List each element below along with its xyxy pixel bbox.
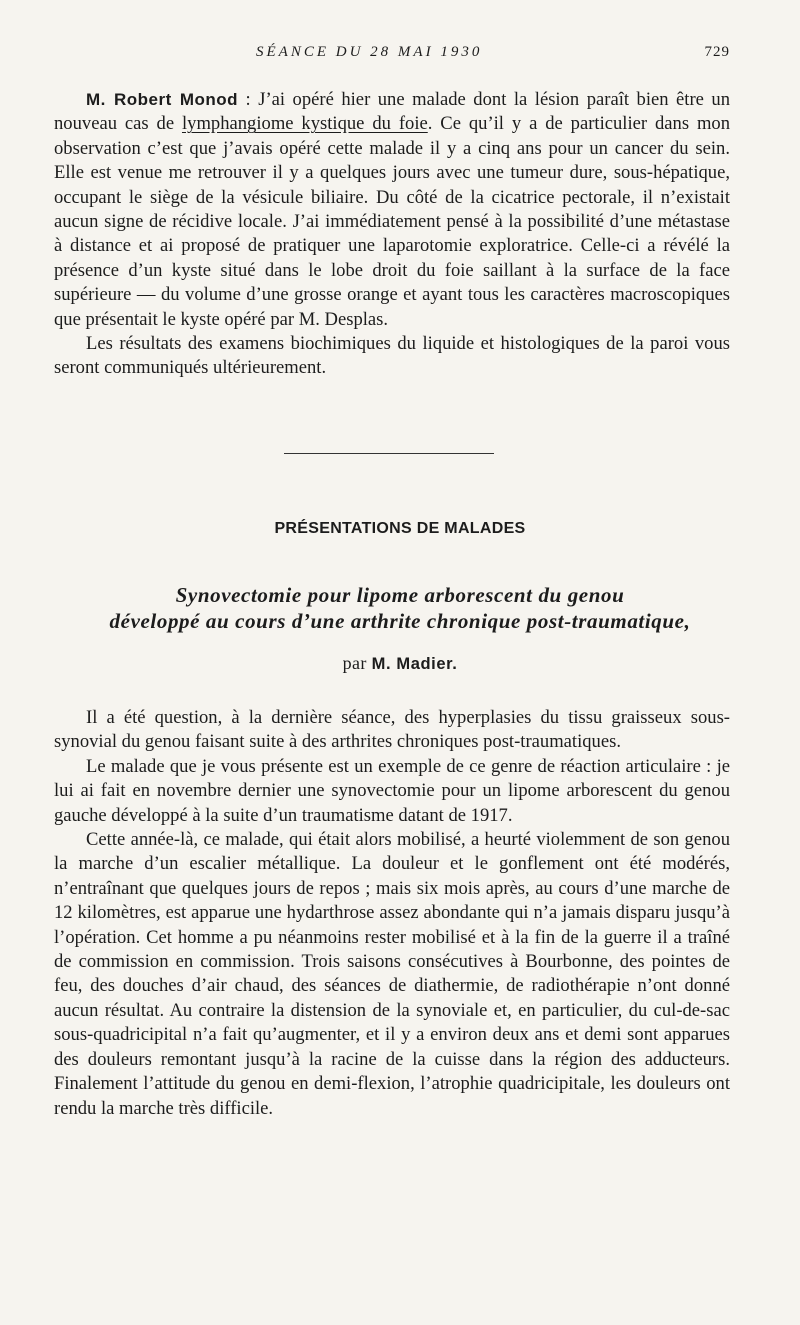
monod-paragraph-2: Les résultats des examens biochimiques du liquide et histologiques de la paroi vous seront communiqués ultérieurement. (54, 333, 730, 379)
byline-author: M. Madier. (371, 655, 458, 673)
byline-prefix: par (342, 653, 372, 673)
monod-paragraph-1 (54, 88, 730, 332)
page-number: 729 (704, 44, 730, 60)
article-title-line-2: développé au cours d’une arthrite chronique post-traumatique, (109, 609, 691, 633)
monod-text-b: . Ce qu’il y a de particulier dans mon observation c’est que j’avais opéré cette malade il y a cinq ans pour un cancer du sein. Elle est venue me retrouver il y a quelques jours avec une tumeur dure, sous-hépatique, occupant le siège de la vésicule biliaire. Du côté de la cicatrice pectorale, il n’existait aucun signe de récidive locale. J’ai immédiatement pensé à la possibilité d’une métastase à distance et ai proposé de pratiquer une laparotomie exploratrice. Celle-ci a révélé la présence d’un kyste situé dans le lobe droit du foie saillant à la surface de la face supérieure — du volume d’une grosse orange et ayant tous les caractères macroscopiques que présentait le kyste opéré par M. Desplas. (54, 113, 731, 330)
running-title: SÉANCE DU 28 MAI 1930 (256, 44, 483, 60)
running-header (0, 44, 800, 68)
underlined-term: lymphangiome kystique du foie (181, 113, 428, 135)
madier-paragraph-2: Le malade que je vous présente est un exemple de ce genre de réaction articulaire : je lui ai fait en novembre dernier une synovectomie pour un lipome arborescent du genou gauche développé à la suite d’un traumatisme datant de 1917. (54, 755, 730, 826)
article-title-line-1: Synovectomie pour lipome arborescent du genou (175, 583, 625, 607)
monod-statement (54, 88, 730, 381)
madier-paragraph-1: Il a été question, à la dernière séance, des hyperplasies du tissu graisseux sous-synovial du genou faisant suite à des arthrites chroniques post-traumatiques. (54, 707, 730, 753)
madier-article-body (54, 706, 730, 1121)
article-title (40, 582, 760, 634)
madier-paragraph-3: Cette année-là, ce malade, qui était alors mobilisé, a heurté violemment de son genou la marche d’un escalier métallique. La douleur et le gonflement ont été modérés, n’entraînant que quelques jours de repos ; mais six mois après, au cours d’une marche de 12 kilomètres, est apparue une hydarthrose assez abondante qui n’a jamais disparu jusqu’à l’opération. Cet homme a pu néanmoins rester mobilisé et à la fin de la guerre il a traîné de commission en commission. Trois saisons consécutives à Bourbonne, des pointes de feu, des douches d’air chaud, des séances de diathermie, de radiothérapie n’ont donné aucun résultat. Au contraire la distension de la synoviale et, en particulier, du cul-de-sac sous-quadricipital n’a fait qu’augmenter, et il y a environ deux ans et demi sont apparues des douleurs remontant jusqu’à la racine de la cuisse dans la région des adducteurs. Finalement l’attitude du genou en demi-flexion, l’atrophie quadricipitale, les douleurs ont rendu la marche très difficile. (54, 829, 730, 1119)
byline (0, 653, 800, 674)
speaker-name: M. Robert Monod (86, 90, 239, 109)
section-heading: PRÉSENTATIONS DE MALADES (274, 520, 526, 537)
monod-text-a: : J’ai opéré hier une malade dont la lésion paraît bien être un nouveau cas de (54, 89, 731, 135)
section-divider (284, 453, 494, 454)
